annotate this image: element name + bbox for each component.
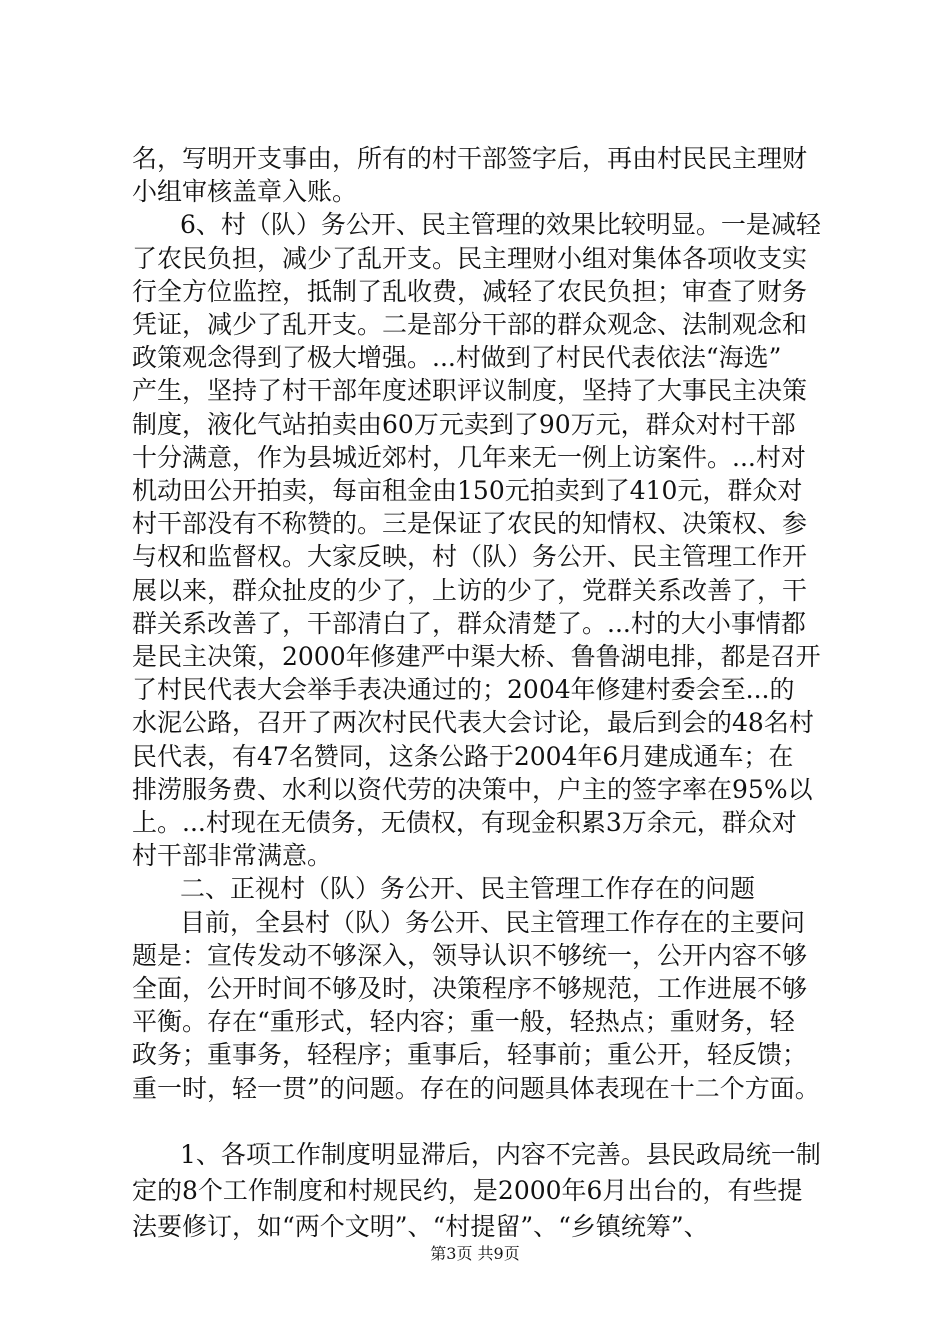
text-line: 是民主决策，2000年修建严中渠大桥、鲁鲁湖电排，都是召开 xyxy=(132,642,821,671)
text-line: 了农民负担，减少了乱开支。民主理财小组对集体各项收支实 xyxy=(132,243,808,273)
section-heading: 二、正视村（队）务公开、民主管理工作存在的问题 xyxy=(180,874,756,904)
text-line: 上。...村现在无债务，无债权，有现金积累3万余元，群众对 xyxy=(132,808,797,837)
text-line: 题是：宣传发动不够深入，领导认识不够统一，公开内容不够 xyxy=(132,940,808,970)
text-line: 制度，液化气站拍卖由60万元卖到了90万元，群众对村干部 xyxy=(132,409,796,439)
text-line: 村干部非常满意。 xyxy=(132,841,333,871)
text-line: 民代表，有47名赞同，这条公路于2004年6月建成通车；在 xyxy=(132,741,794,771)
text-line: 全面，公开时间不够及时，决策程序不够规范，工作进展不够 xyxy=(132,974,808,1003)
paragraph-start: 1、各项工作制度明显滞后，内容不完善。县民政局统一制 xyxy=(180,1139,821,1169)
text-line: 机动田公开拍卖，每亩租金由150元拍卖到了410元，群众对 xyxy=(132,476,803,505)
text-line: 政务；重事务，轻程序；重事后，轻事前；重公开，轻反馈； xyxy=(132,1040,808,1070)
text-line: 法要修订，如“两个文明”、“村提留”、“乡镇统筹”、 xyxy=(132,1211,709,1241)
paragraph-start: 6、村（队）务公开、民主管理的效果比较明显。一是减轻 xyxy=(180,210,821,240)
page-number: 第3页 共9页 xyxy=(430,1244,520,1263)
text-line: 村干部没有不称赞的。三是保证了农民的知情权、决策权、参 xyxy=(132,509,808,539)
text-line: 平衡。存在“重形式，轻内容；重一般，轻热点；重财务，轻 xyxy=(132,1007,795,1037)
text-line: 政策观念得到了极大增强。...村做到了村民代表依法“海选” xyxy=(132,343,782,373)
text-line: 群关系改善了，干部清白了，群众清楚了。...村的大小事情都 xyxy=(132,608,806,638)
text-line: 定的8个工作制度和村规民约，是2000年6月出台的，有些提 xyxy=(132,1175,803,1205)
paragraph-start: 目前，全县村（队）务公开、民主管理工作存在的主要问 xyxy=(180,907,806,937)
text-line: 凭证，减少了乱开支。二是部分干部的群众观念、法制观念和 xyxy=(132,310,808,339)
text-line: 小组审核盖章入账。 xyxy=(132,177,358,207)
text-line: 了村民代表大会举手表决通过的；2004年修建村委会至...的 xyxy=(132,675,795,705)
text-line: 重一时，轻一贯”的问题。存在的问题具体表现在十二个方面。 xyxy=(132,1073,820,1103)
text-line: 水泥公路，召开了两次村民代表大会讨论，最后到会的48名村 xyxy=(132,708,814,738)
text-line: 行全方位监控，抵制了乱收费，减轻了农民负担；审查了财务 xyxy=(132,276,808,306)
text-line: 展以来，群众扯皮的少了，上访的少了，党群关系改善了，干 xyxy=(132,575,808,605)
text-line: 排涝服务费、水利以资代劳的决策中，户主的签字率在95%以 xyxy=(132,774,813,804)
text-line: 与权和监督权。大家反映，村（队）务公开、民主管理工作开 xyxy=(132,542,808,572)
text-line: 十分满意，作为县城近郊村，几年来无一例上访案件。...村对 xyxy=(132,442,806,472)
text-line: 名，写明开支事由，所有的村干部签字后，再由村民民主理财 xyxy=(132,144,808,173)
text-line: 产生，坚持了村干部年度述职评议制度，坚持了大事民主决策 xyxy=(132,376,808,406)
